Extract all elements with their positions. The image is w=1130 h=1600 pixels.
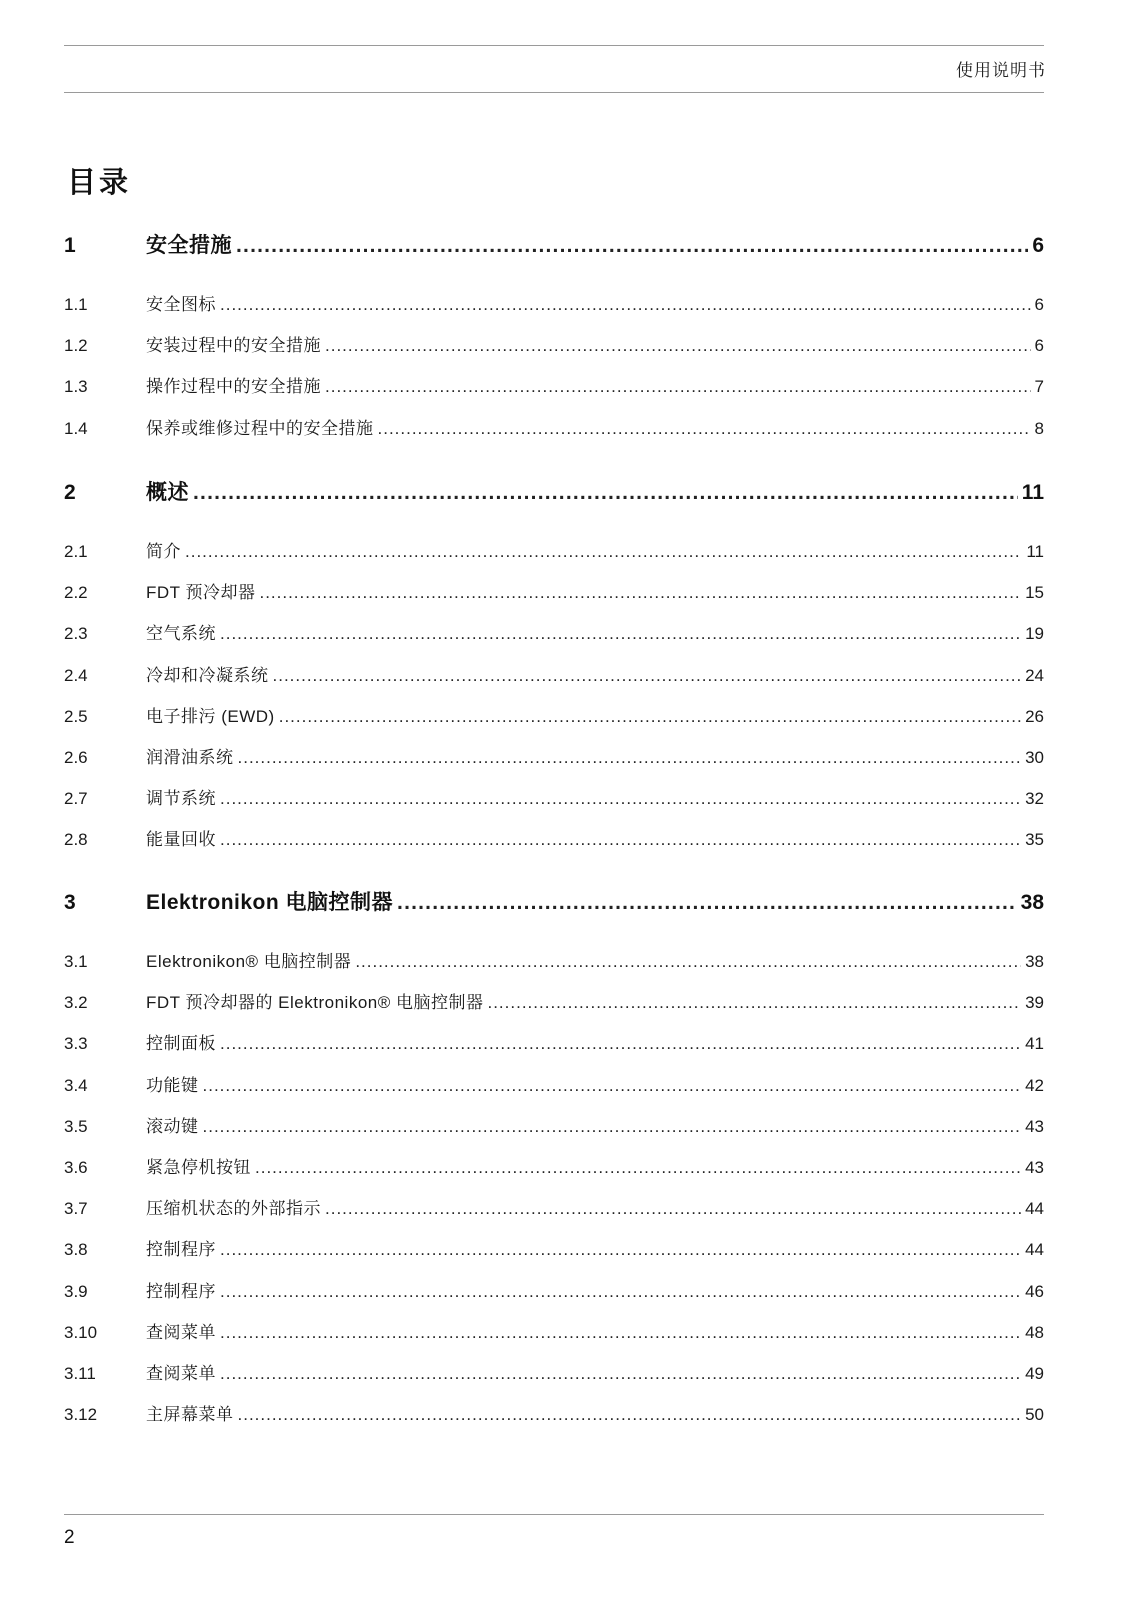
- toc-item-page: 32: [1025, 789, 1044, 808]
- toc-item-number: 2.3: [64, 624, 88, 643]
- toc-section-page: 11: [1021, 481, 1044, 504]
- toc-item-2-2[interactable]: [64, 578, 1044, 603]
- dot-leader: [220, 830, 1021, 850]
- toc-item-title: 空气系统: [146, 624, 216, 643]
- toc-item-page: 7: [1034, 377, 1044, 396]
- toc-item-page: 30: [1025, 748, 1044, 767]
- toc-item-title: 电子排污 (EWD): [146, 707, 275, 726]
- toc-item-page: 49: [1025, 1364, 1044, 1383]
- toc-item-title: 简介: [146, 542, 181, 561]
- dot-leader: [397, 891, 1017, 915]
- toc-section-2[interactable]: [64, 476, 1044, 506]
- dot-leader: [220, 1034, 1021, 1054]
- dot-leader: [203, 1076, 1022, 1096]
- toc-item-1-1[interactable]: [64, 290, 1044, 315]
- toc-item-2-4[interactable]: [64, 661, 1044, 686]
- toc-item-title: 查阅菜单: [146, 1323, 216, 1342]
- toc-item-3-3[interactable]: [64, 1029, 1044, 1054]
- toc-item-2-6[interactable]: [64, 743, 1044, 768]
- toc-item-title: 压缩机状态的外部指示: [146, 1199, 321, 1218]
- dot-leader: [273, 666, 1022, 686]
- toc-item-number: 3.2: [64, 993, 88, 1012]
- dot-leader: [203, 1117, 1022, 1137]
- dot-leader: [259, 583, 1021, 603]
- toc-item-number: 3.7: [64, 1199, 88, 1218]
- toc-item-number: 3.4: [64, 1076, 88, 1095]
- toc-item-page: 48: [1025, 1323, 1044, 1342]
- toc-section-number: 3: [64, 891, 76, 914]
- toc-item-page: 50: [1025, 1405, 1044, 1424]
- toc-item-page: 6: [1034, 336, 1044, 355]
- toc-section-3[interactable]: [64, 886, 1044, 916]
- toc-item-2-8[interactable]: [64, 825, 1044, 850]
- dot-leader: [220, 295, 1031, 315]
- toc-item-number: 1.1: [64, 295, 88, 314]
- dot-leader: [325, 377, 1031, 397]
- toc-item-number: 2.7: [64, 789, 88, 808]
- dot-leader: [220, 1240, 1021, 1260]
- toc-item-title: 操作过程中的安全措施: [146, 377, 321, 396]
- toc-item-number: 2.5: [64, 707, 88, 726]
- toc-section-page: 38: [1020, 891, 1044, 914]
- toc-item-title: Elektronikon® 电脑控制器: [146, 952, 352, 971]
- toc-item-page: 44: [1025, 1199, 1044, 1218]
- toc-item-title: 调节系统: [146, 789, 216, 808]
- toc-item-3-10[interactable]: [64, 1318, 1044, 1343]
- toc-item-page: 19: [1025, 624, 1044, 643]
- toc-item-2-7[interactable]: [64, 784, 1044, 809]
- dot-leader: [325, 1199, 1021, 1219]
- toc-item-title: 保养或维修过程中的安全措施: [146, 419, 374, 438]
- toc-item-number: 2.1: [64, 542, 88, 561]
- dot-leader: [220, 789, 1021, 809]
- dot-leader: [185, 542, 1022, 562]
- toc-section-page: 6: [1032, 234, 1044, 257]
- toc-item-3-11[interactable]: [64, 1359, 1044, 1384]
- toc-item-3-6[interactable]: [64, 1153, 1044, 1178]
- toc-item-page: 11: [1026, 542, 1044, 561]
- dot-leader: [378, 419, 1031, 439]
- toc-item-title: 能量回收: [146, 830, 216, 849]
- toc-item-number: 3.6: [64, 1158, 88, 1177]
- toc-item-number: 3.1: [64, 952, 88, 971]
- toc-item-page: 38: [1025, 952, 1044, 971]
- toc-item-title: 控制程序: [146, 1240, 216, 1259]
- toc-item-title: 查阅菜单: [146, 1364, 216, 1383]
- toc-item-3-9[interactable]: [64, 1277, 1044, 1302]
- toc-item-3-12[interactable]: [64, 1400, 1044, 1425]
- toc-section-number: 2: [64, 481, 76, 504]
- toc-item-title: FDT 预冷却器: [146, 583, 256, 602]
- toc-item-1-3[interactable]: [64, 372, 1044, 397]
- toc-item-page: 43: [1025, 1117, 1044, 1136]
- toc-item-number: 2.2: [64, 583, 88, 602]
- toc-item-number: 3.3: [64, 1034, 88, 1053]
- toc-item-title: 安装过程中的安全措施: [146, 336, 321, 355]
- toc-item-2-1[interactable]: [64, 537, 1044, 562]
- toc-item-title: 控制程序: [146, 1282, 216, 1301]
- toc-item-number: 2.8: [64, 830, 88, 849]
- dot-leader: [220, 1282, 1021, 1302]
- dot-leader: [236, 234, 1028, 258]
- dot-leader: [487, 993, 1021, 1013]
- toc-item-title: 紧急停机按钮: [146, 1158, 251, 1177]
- toc-item-2-3[interactable]: [64, 619, 1044, 644]
- toc-item-title: 润滑油系统: [146, 748, 234, 767]
- toc-item-page: 39: [1025, 993, 1044, 1012]
- toc-section-number: 1: [64, 234, 76, 257]
- toc-item-3-5[interactable]: [64, 1112, 1044, 1137]
- dot-leader: [238, 1405, 1022, 1425]
- toc-item-number: 3.12: [64, 1405, 98, 1424]
- toc-item-3-4[interactable]: [64, 1071, 1044, 1096]
- toc-item-page: 42: [1025, 1076, 1044, 1095]
- toc-item-title: FDT 预冷却器的 Elektronikon® 电脑控制器: [146, 993, 484, 1012]
- toc-item-3-1[interactable]: [64, 947, 1044, 972]
- dot-leader: [193, 481, 1018, 505]
- toc-section-title: Elektronikon 电脑控制器: [146, 891, 394, 914]
- toc-item-page: 8: [1034, 419, 1044, 438]
- toc-item-title: 滚动键: [146, 1117, 199, 1136]
- toc-section-title: 安全措施: [146, 234, 232, 257]
- toc-item-3-2[interactable]: [64, 988, 1044, 1013]
- header-title: 使用说明书: [956, 61, 1046, 80]
- toc-item-page: 46: [1025, 1282, 1044, 1301]
- toc-item-number: 3.11: [64, 1364, 96, 1383]
- toc-item-page: 43: [1025, 1158, 1044, 1177]
- dot-leader: [325, 336, 1031, 356]
- toc-item-number: 2.6: [64, 748, 88, 767]
- header-bottom-rule: [64, 92, 1044, 93]
- toc-item-3-8[interactable]: [64, 1235, 1044, 1260]
- toc-item-page: 44: [1025, 1240, 1044, 1259]
- toc-item-number: 1.2: [64, 336, 88, 355]
- toc-item-title: 冷却和冷凝系统: [146, 666, 269, 685]
- toc-item-number: 2.4: [64, 666, 88, 685]
- toc-item-title: 安全图标: [146, 295, 216, 314]
- dot-leader: [220, 624, 1021, 644]
- dot-leader: [220, 1323, 1021, 1343]
- toc-item-2-5[interactable]: [64, 702, 1044, 727]
- toc-item-number: 1.4: [64, 419, 88, 438]
- dot-leader: [279, 707, 1021, 727]
- toc-item-number: 1.3: [64, 377, 88, 396]
- dot-leader: [355, 952, 1021, 972]
- toc-item-page: 15: [1025, 583, 1044, 602]
- toc-heading: 目录: [67, 167, 132, 199]
- toc-item-number: 3.10: [64, 1323, 98, 1342]
- dot-leader: [220, 1364, 1021, 1384]
- toc-item-number: 3.5: [64, 1117, 88, 1136]
- toc-item-page: 41: [1025, 1034, 1044, 1053]
- footer-rule: [64, 1514, 1044, 1515]
- toc-section-title: 概述: [146, 481, 189, 504]
- toc-item-3-7[interactable]: [64, 1194, 1044, 1219]
- toc-section-1[interactable]: [64, 229, 1044, 259]
- dot-leader: [238, 748, 1022, 768]
- toc-item-1-4[interactable]: [64, 414, 1044, 439]
- toc-item-title: 控制面板: [146, 1034, 216, 1053]
- toc-item-page: 35: [1025, 830, 1044, 849]
- page-number: 2: [64, 1527, 75, 1548]
- toc-item-page: 6: [1034, 295, 1044, 314]
- header-top-rule: [64, 45, 1044, 46]
- toc-item-number: 3.9: [64, 1282, 88, 1301]
- toc-item-page: 26: [1025, 707, 1044, 726]
- toc-item-number: 3.8: [64, 1240, 88, 1259]
- toc-item-1-2[interactable]: [64, 331, 1044, 356]
- dot-leader: [255, 1158, 1021, 1178]
- toc-item-title: 主屏幕菜单: [146, 1405, 234, 1424]
- toc-item-page: 24: [1025, 666, 1044, 685]
- toc-item-title: 功能键: [146, 1076, 199, 1095]
